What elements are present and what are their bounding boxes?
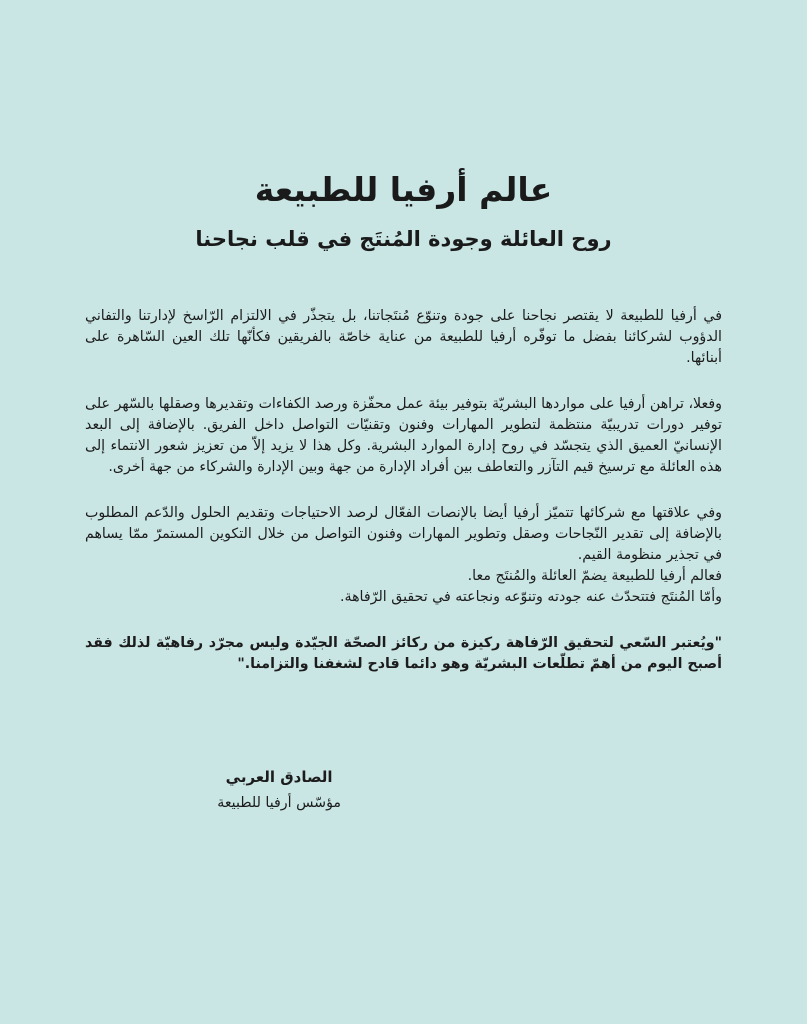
page-subtitle: روح العائلة وجودة المُنتَج في قلب نجاحنا bbox=[195, 227, 612, 251]
signature-block bbox=[217, 764, 341, 816]
quote: "ويُعتبر السّعي لتحقيق الرّفاهة ركيزة من ركائز الصحّة الجيّدة وليس مجرّد رفاهيّة لذلك فقد أصبح اليوم من أهمّ تطلّعات البشريّة وهو دائما قادح لشغفنا والتزامنا." bbox=[85, 635, 722, 672]
paragraph-product-quality: وأمّا المُنتَج فتتحدّث عنه جودته وتنوّعه ونجاعته في تحقيق الرّفاهة. bbox=[339, 589, 722, 605]
paragraph-family-product: فعالم أرفيا للطبيعة يضمّ العائلة والمُنتَج معا. bbox=[467, 568, 722, 584]
paragraph-human-resources: وفعلا، تراهن أرفيا على مواردها البشريّة بتوفير بيئة عمل محفّزة ورصد الكفاءات وتقديرها وصقلها بالسّهر على توفير دورات تدريبيّة منتظمة لتطوير المهارات وفنون وتقنيّات التواصل داخل الفريق. بالإضافة إلى البعد الإنسانيّ العميق الذي يتجسّد في روح إدارة الموارد البشرية. وكل هذا لا يزيد إلاّ من تعزيز شعور الانتماء إلى هذه العائلة مع ترسيخ قيم التآزر والتعاطف بين أفراد الإدارة من جهة وبين الإدارة والشركاء من جهة أخرى. bbox=[85, 396, 722, 475]
signature-name: الصادق العربي bbox=[225, 768, 333, 786]
paragraph-partners: وفي علاقتها مع شركائها تتميّز أرفيا أيضا بالإنصات الفعّال لرصد الاحتياجات وتقديم الحلول والدّعم المطلوب بالإضافة إلى تقدير النّجاحات وصقل وتطوير المهارات وفنون التواصل من خلال التكوين المستمرّ ممّا يساهم في تجذير منظومة القيم. bbox=[85, 505, 722, 563]
page-title: عالم أرفيا للطبيعة bbox=[254, 170, 553, 209]
body-text bbox=[85, 306, 722, 700]
signature-role: مؤسّس أرفيا للطبيعة bbox=[217, 795, 341, 811]
paragraph-intro: في أرفيا للطبيعة لا يقتصر نجاحنا على جودة وتنوّع مُنتَجاتنا، بل يتجذّر في الالتزام الرّاسخ لإدارتنا والتفاني الدؤوب لشركائنا بفضل ما توفّره أرفيا للطبيعة من عناية خاصّة بالفريقين فكأنّها تلك العين السّاهرة على أبنائها. bbox=[85, 308, 722, 366]
